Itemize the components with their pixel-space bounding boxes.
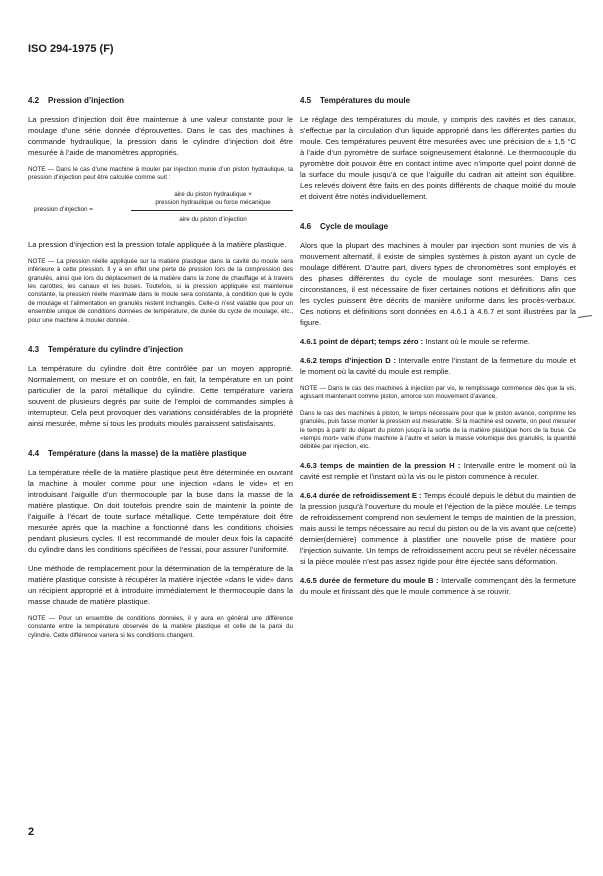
- right-column: [300, 96, 576, 605]
- page-number: 2: [28, 826, 35, 838]
- section-4-6-heading: 4.6 Cycle de moulage: [300, 222, 389, 231]
- definition-4-6-2-note-2: Dans le cas des machines à piston, le temps nécessaire pour que le piston avance, comprime les granulés, puis fasse monter la pression est mesurable. Si la machine est ouverte, on peut mesurer le temps à partir du départ du piston jusqu’à la sortie de la matière plastique hors de la buse. Ce «temps mort» varie d’une machine à l’autre et selon la masse volumique des granulés, la quantité débitée par injection, etc.: [300, 409, 576, 451]
- section-4-2-note-1: NOTE — Dans le cas d’une machine à mouler par injection munie d’un piston hydraulique, la pression d’injection peut être calculée comme suit :: [28, 166, 293, 182]
- definition-4-6-3: 4.6.3 temps de maintien de la pression H : Intervalle entre le moment où la cavité est remplie et l’instant où la vis ou le piston commence à reculer.: [300, 460, 576, 481]
- section-4-3-heading: 4.3 Température du cylindre d’injection: [28, 345, 183, 355]
- formula-denominator: aire du piston d’injection: [179, 215, 247, 223]
- standard-reference: ISO 294-1975 (F): [28, 43, 114, 55]
- injection-pressure-formula: [28, 191, 293, 231]
- formula-label: pression d’injection =: [34, 205, 93, 213]
- section-4-4-heading: 4.4 Température (dans la masse) de la matière plastique: [28, 449, 247, 459]
- section-4-2-paragraph-2: La pression d’injection est la pression totale appliquée à la matière plastique.: [28, 239, 287, 249]
- margin-change-mark: [578, 315, 592, 318]
- section-4-2-paragraph-1: La pression d’injection doit être maintenue à une valeur constante pour le moulage d’une série donnée d’éprouvettes. Dans le cas des machines à commande hydraulique, la pression dans le cylindre d’injection doit être mesurée à l’aide de manomètres appropriés.: [28, 115, 293, 157]
- section-4-2-note-2: NOTE — La pression réelle appliquée sur la matière plastique dans la cavité du moule sera inférieure à cette pression. Il y a en effet une perte de pression lors de la compression des granulés, ainsi que lors du déplacement de la matière dans la zone de chauffage et à travers les carottes, les canaux et les buses. Toutefois, si la pression appliquée est maintenue constante, la pression réelle maximale dans le moule sera constante, à condition que le cycle de moulage et l’alimentation en granulés restent inchangés. Celle-ci n’est valable que pour un ensemble unique de conditions données de température, de durée du cycle de moulage, etc., pour une machine à mouler donnée.: [28, 257, 293, 324]
- section-4-3-paragraph: La température du cylindre doit être contrôlée par un moyen approprié. Normalement, on mesure et on contrôle, en fait, la température en un point particulier de la paroi métallique du cylindre. Cette température variera souvent de plusieurs degrés par suite de l’emploi de commandes simples à interrupteur. Cela peut provoquer des variations considérables de la propriété ainsi mesurée, même si tous les produits moulés paraissent satisfaisants.: [28, 364, 293, 429]
- section-4-4-paragraph-1: La température réelle de la matière plastique peut être déterminée en ouvrant la machine à mouler comme pour une injection «dans le vide» et en introduisant l’aiguille d’un thermocouple par la buse dans la masse de la matière plastique. On doit toutefois prendre soin de maintenir la pointe de l’aiguille à l’écart de toute surface métallique. Cette température doit être mesurée après que la machine a fonctionné dans les conditions choisies pendant plusieurs cycles. Il est recommandé de mouler deux fois la capacité du cylindre dans les conditions spécifiées de l’essai, pour assurer l’uniformité.: [28, 468, 293, 555]
- section-4-5-heading: 4.5 Températures du moule: [300, 96, 411, 105]
- formula-numerator-line-1: aire du piston hydraulique ×: [174, 190, 252, 198]
- definition-4-6-2-note-1: NOTE — Dans le cas des machines à injection par vis, le remplissage commence dès que la vis, agissant maintenant comme piston, amorce son mouvement d’avance.: [300, 385, 576, 401]
- left-column: [28, 96, 293, 648]
- section-4-2-heading: 4.2 Pression d’injection: [28, 96, 125, 105]
- formula-numerator-line-2: pression hydraulique ou force mécanique: [155, 198, 271, 206]
- section-4-6-paragraph: Alors que la plupart des machines à mouler par injection sont munies de vis à mouvement alternatif, il existe de simples systèmes à piston ayant un cycle de moulage différent. D’autre part, divers types de chronomètres sont employés et des phases différentes du cycle de moulage sont mesurées. Dans ces circonstances, il est nécessaire de fixer certaines notions et définitions afin que les cycles puissent être décrits de manière uniforme dans les procès-verbaux. Ces notions et définitions sont données en 4.6.1 à 4.6.7 et sont illustrées par la figure.: [300, 241, 576, 327]
- definition-4-6-1: 4.6.1 point de départ; temps zéro : Instant où le moule se referme.: [300, 337, 531, 346]
- fraction-bar: [131, 210, 293, 211]
- definition-4-6-4: 4.6.4 durée de refroidissement E : Temps écoulé depuis le début du maintien de la pression jusqu’à l’ouverture du moule et l’éjection de la pièce moulée. Le temps de refroidissement comprend non seulement le temps de maintien de la pression, mais aussi le temps nécessaire au recul du piston ou de la vis avant que ce(cette) dernier(dernière) commence à plastifier une nouvelle prise de matière pour l’injection suivante. Un temps de refroidissement accru peut se révéler nécessaire si la pièce moulée n’est pas assez rigide pour être éjectée sans déformation.: [300, 490, 576, 566]
- definition-4-6-2: 4.6.2 temps d’injection D : Intervalle entre l’instant de la fermeture du moule et le moment où la cavité du moule est remplie.: [300, 356, 576, 376]
- section-4-5-paragraph: Le réglage des températures du moule, y compris des cavités et des canaux, s’effectue par la circulation d’un liquide approprié dans les différentes parties du moule. Ces températures peuvent être mesurées avec une précision de ± 1,5 °C à l’aide d’un pyromètre de surface soigneusement étalonné. Le thermocouple du pyromètre doit pouvoir être en contact intime avec n’importe quel point donné de la surface du moule jusqu’à ce que l’aiguille du cadran ait atteint son équilibre. Les relevés doivent être faits en des points différents de chaque moitié du moule et doivent être notés individuellement.: [300, 115, 576, 201]
- definition-4-6-5: 4.6.5 durée de fermeture du moule B : Intervalle commençant dès la fermeture du moule et finissant dès que le moule commence à se rouvrir.: [300, 575, 576, 596]
- section-4-4-paragraph-2: Une méthode de remplacement pour la détermination de la température de la matière plastique consiste à récupérer la matière injectée «dans le vide» dans un récipient approprié et à introduire immédiatement le thermocouple dans la masse chaude de matière plastique.: [28, 564, 293, 607]
- section-4-4-note: NOTE — Pour un ensemble de conditions données, il y aura en général une différence constante entre la température observée de la matière plastique et celle de la paroi du cylindre. Cette différence variera si les conditions changent.: [28, 615, 293, 639]
